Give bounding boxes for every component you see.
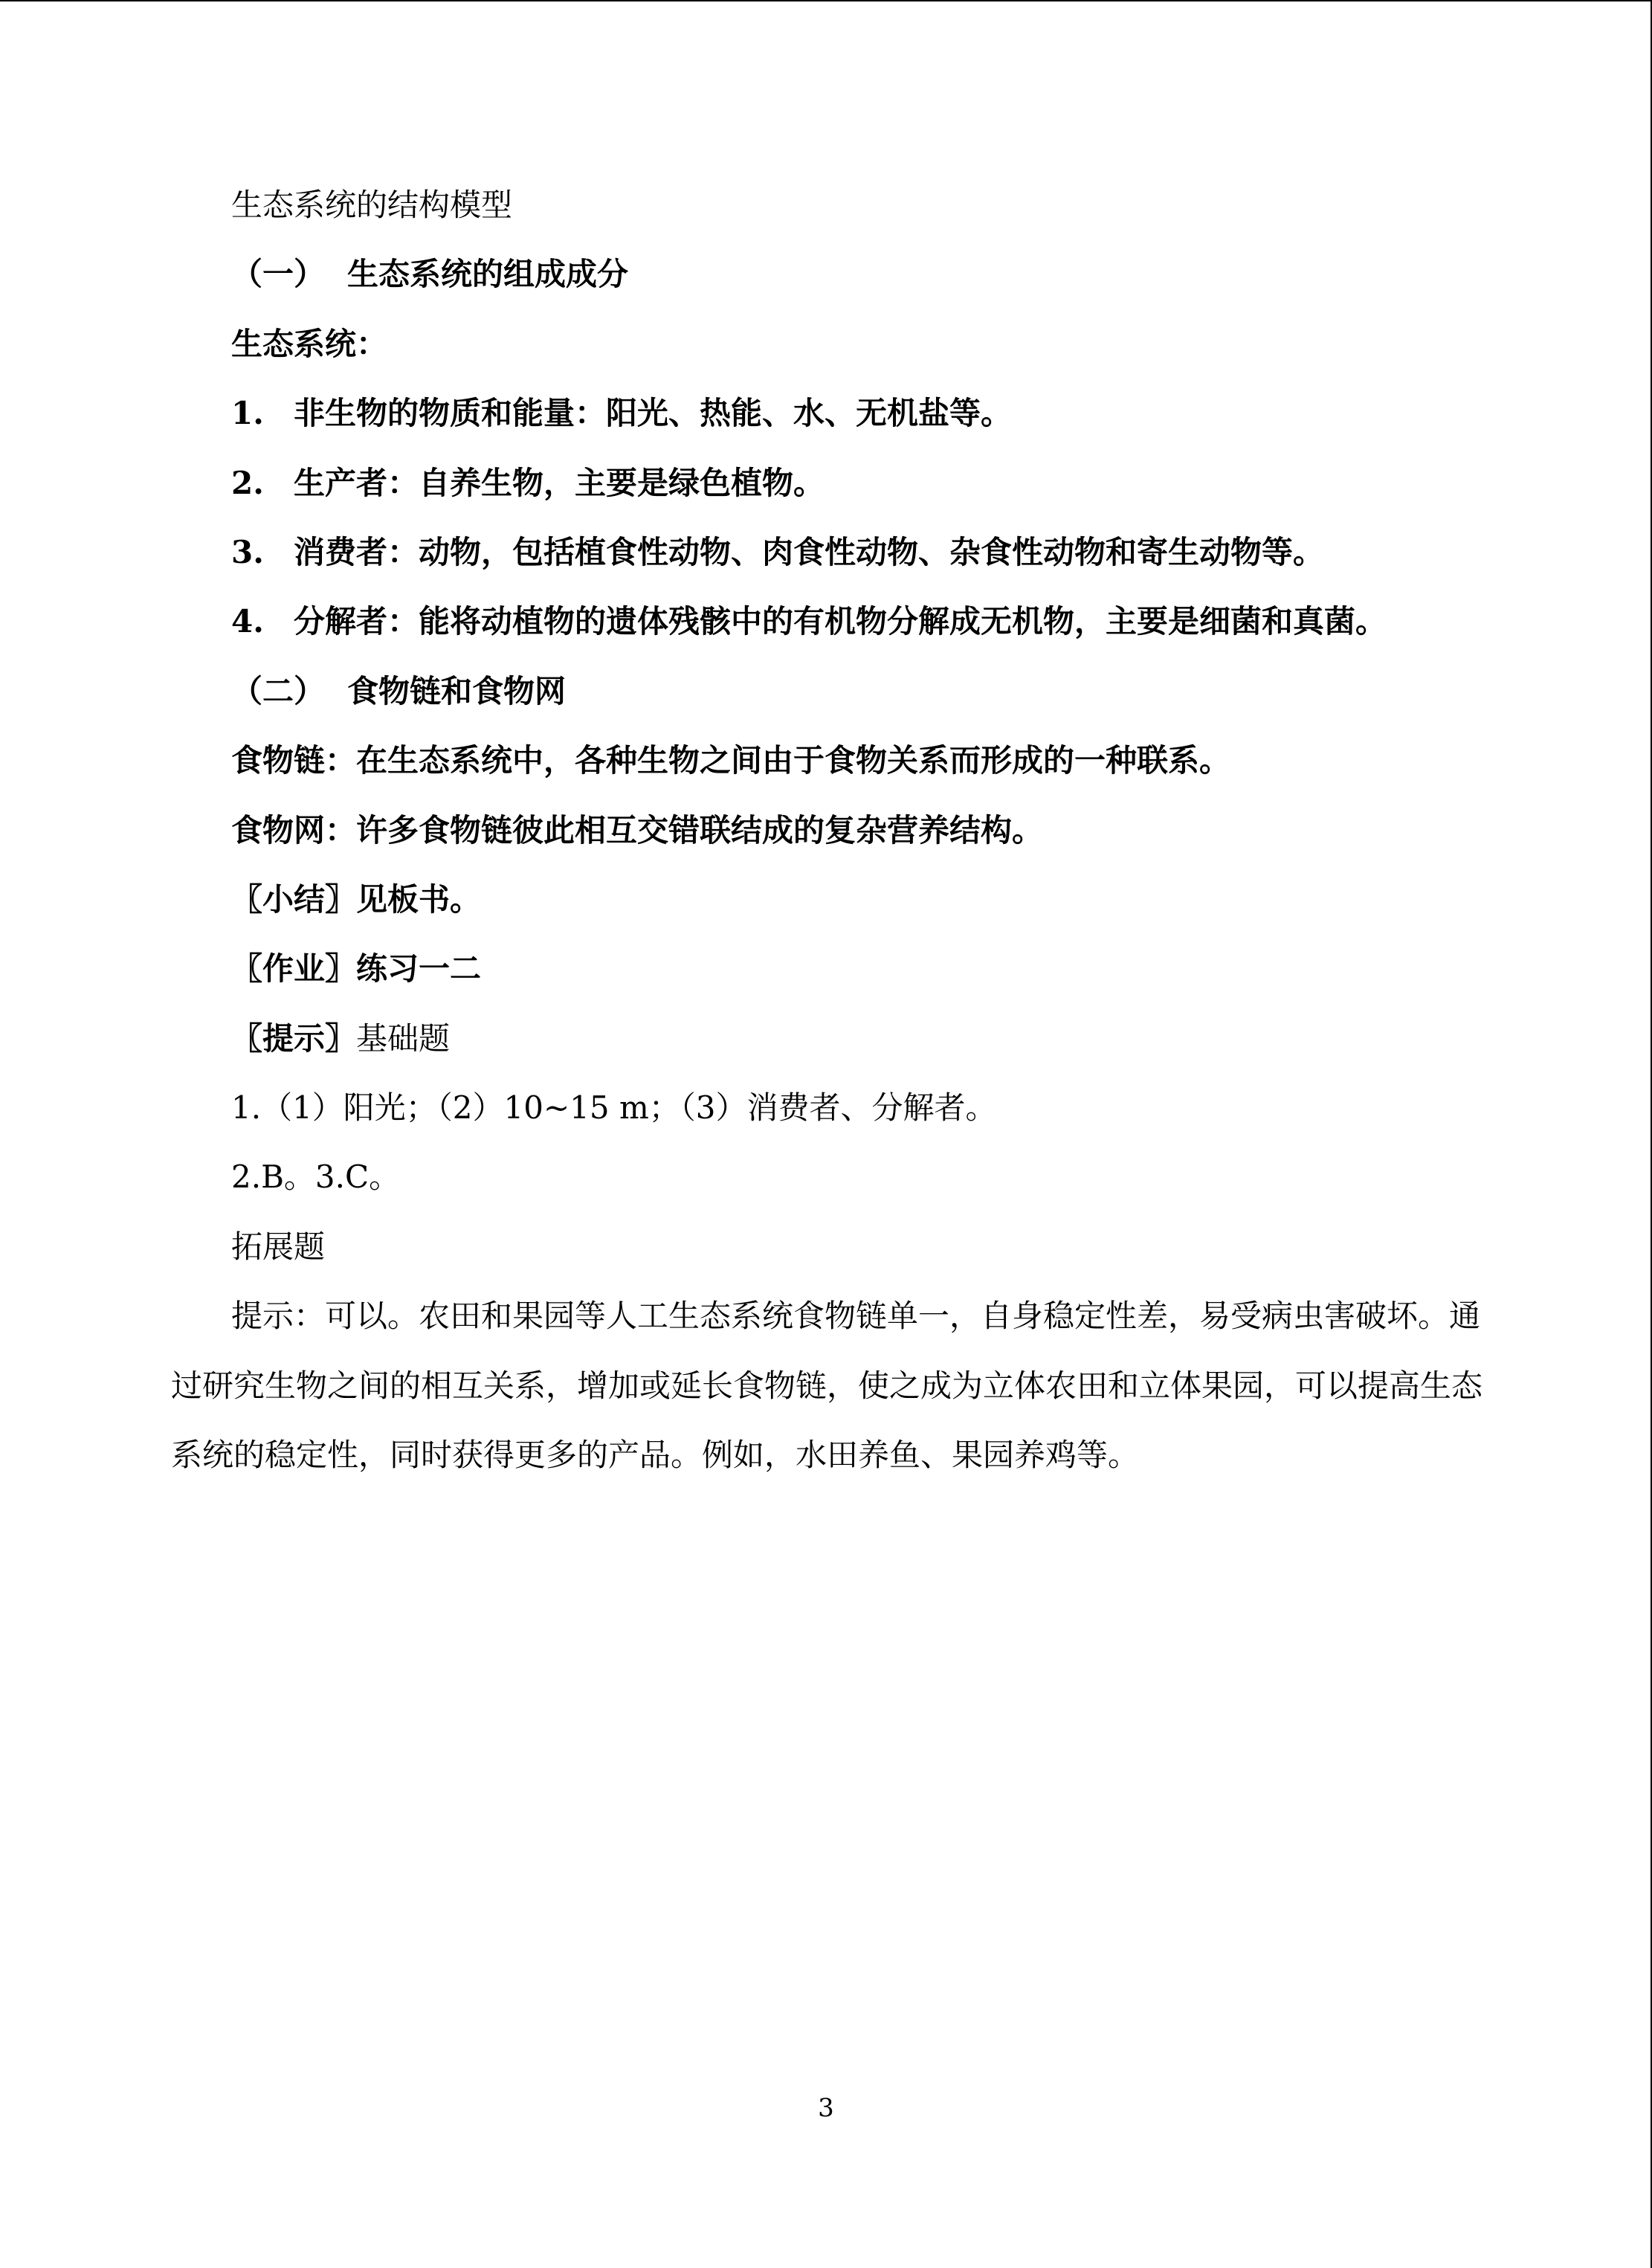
definition-food-web: 食物网：许多食物链彼此相互交错联结成的复杂营养结构。	[231, 811, 1044, 848]
list-item-text: 生产者：自养生物，主要是绿色植物。	[294, 464, 825, 501]
homework-text: 练习一二	[356, 950, 482, 988]
section-heading-text: 生态系统的组成成分	[347, 256, 629, 293]
summary-text: 见板书。	[356, 880, 482, 918]
section-heading-composition	[0, 239, 1636, 309]
definition-food-chain: 食物链：在生态系统中，各种生物之间由于食物关系而形成的一种联系。	[231, 742, 1231, 779]
page-content	[0, 170, 1636, 1489]
list-item-text: 分解者：能将动植物的遗体残骸中的有机物分解成无机物，主要是细菌和真菌。	[294, 603, 1387, 640]
list-item-text: 消费者：动物，包括植食性动物、肉食性动物、杂食性动物和寄生动物等。	[294, 533, 1325, 570]
list-item	[0, 587, 1636, 656]
homework-line	[0, 934, 1636, 1003]
summary-label: 〖小结〗	[231, 880, 357, 918]
list-item-number: 3.	[231, 533, 264, 570]
basic-answer-line: 1.（1）阳光；（2）10~15 m；（3）消费者、分解者。	[231, 1089, 997, 1127]
basic-answer-line: 2.B。3.C。	[231, 1159, 401, 1196]
list-item	[0, 448, 1636, 518]
section-number: （二）	[231, 672, 326, 709]
extension-paragraph-line: 提示：可以。农田和果园等人工生态系统食物链单一，自身稳定性差，易受病虫害破坏。通	[231, 1298, 1481, 1335]
list-item-number: 2.	[231, 464, 264, 501]
page-number: 3	[818, 2093, 834, 2123]
hint-label: 〖提示〗	[231, 1019, 357, 1057]
list-item	[0, 518, 1636, 587]
section-number: （一）	[231, 256, 326, 293]
list-item-text: 非生物的物质和能量：阳光、热能、水、无机盐等。	[294, 395, 1013, 432]
extension-paragraph-line: 系统的稳定性，同时获得更多的产品。例如，水田养鱼、果园养鸡等。	[171, 1437, 1140, 1474]
section-heading-food-chain	[0, 657, 1636, 726]
page-title: 生态系统的结构模型	[231, 187, 513, 223]
ecosystem-label: 生态系统：	[231, 325, 388, 362]
summary-line	[0, 865, 1636, 934]
list-item	[0, 378, 1636, 448]
hint-text: 基础题	[356, 1019, 451, 1057]
hint-line	[0, 1004, 1636, 1073]
extension-paragraph-line: 过研究生物之间的相互关系，增加或延长食物链，使之成为立体农田和立体果园，可以提高生态	[171, 1367, 1483, 1404]
extension-label: 拓展题	[231, 1228, 326, 1265]
homework-label: 〖作业〗	[231, 950, 357, 988]
list-item-number: 4.	[231, 603, 264, 640]
list-item-number: 1.	[231, 395, 264, 432]
section-heading-text: 食物链和食物网	[347, 672, 567, 709]
